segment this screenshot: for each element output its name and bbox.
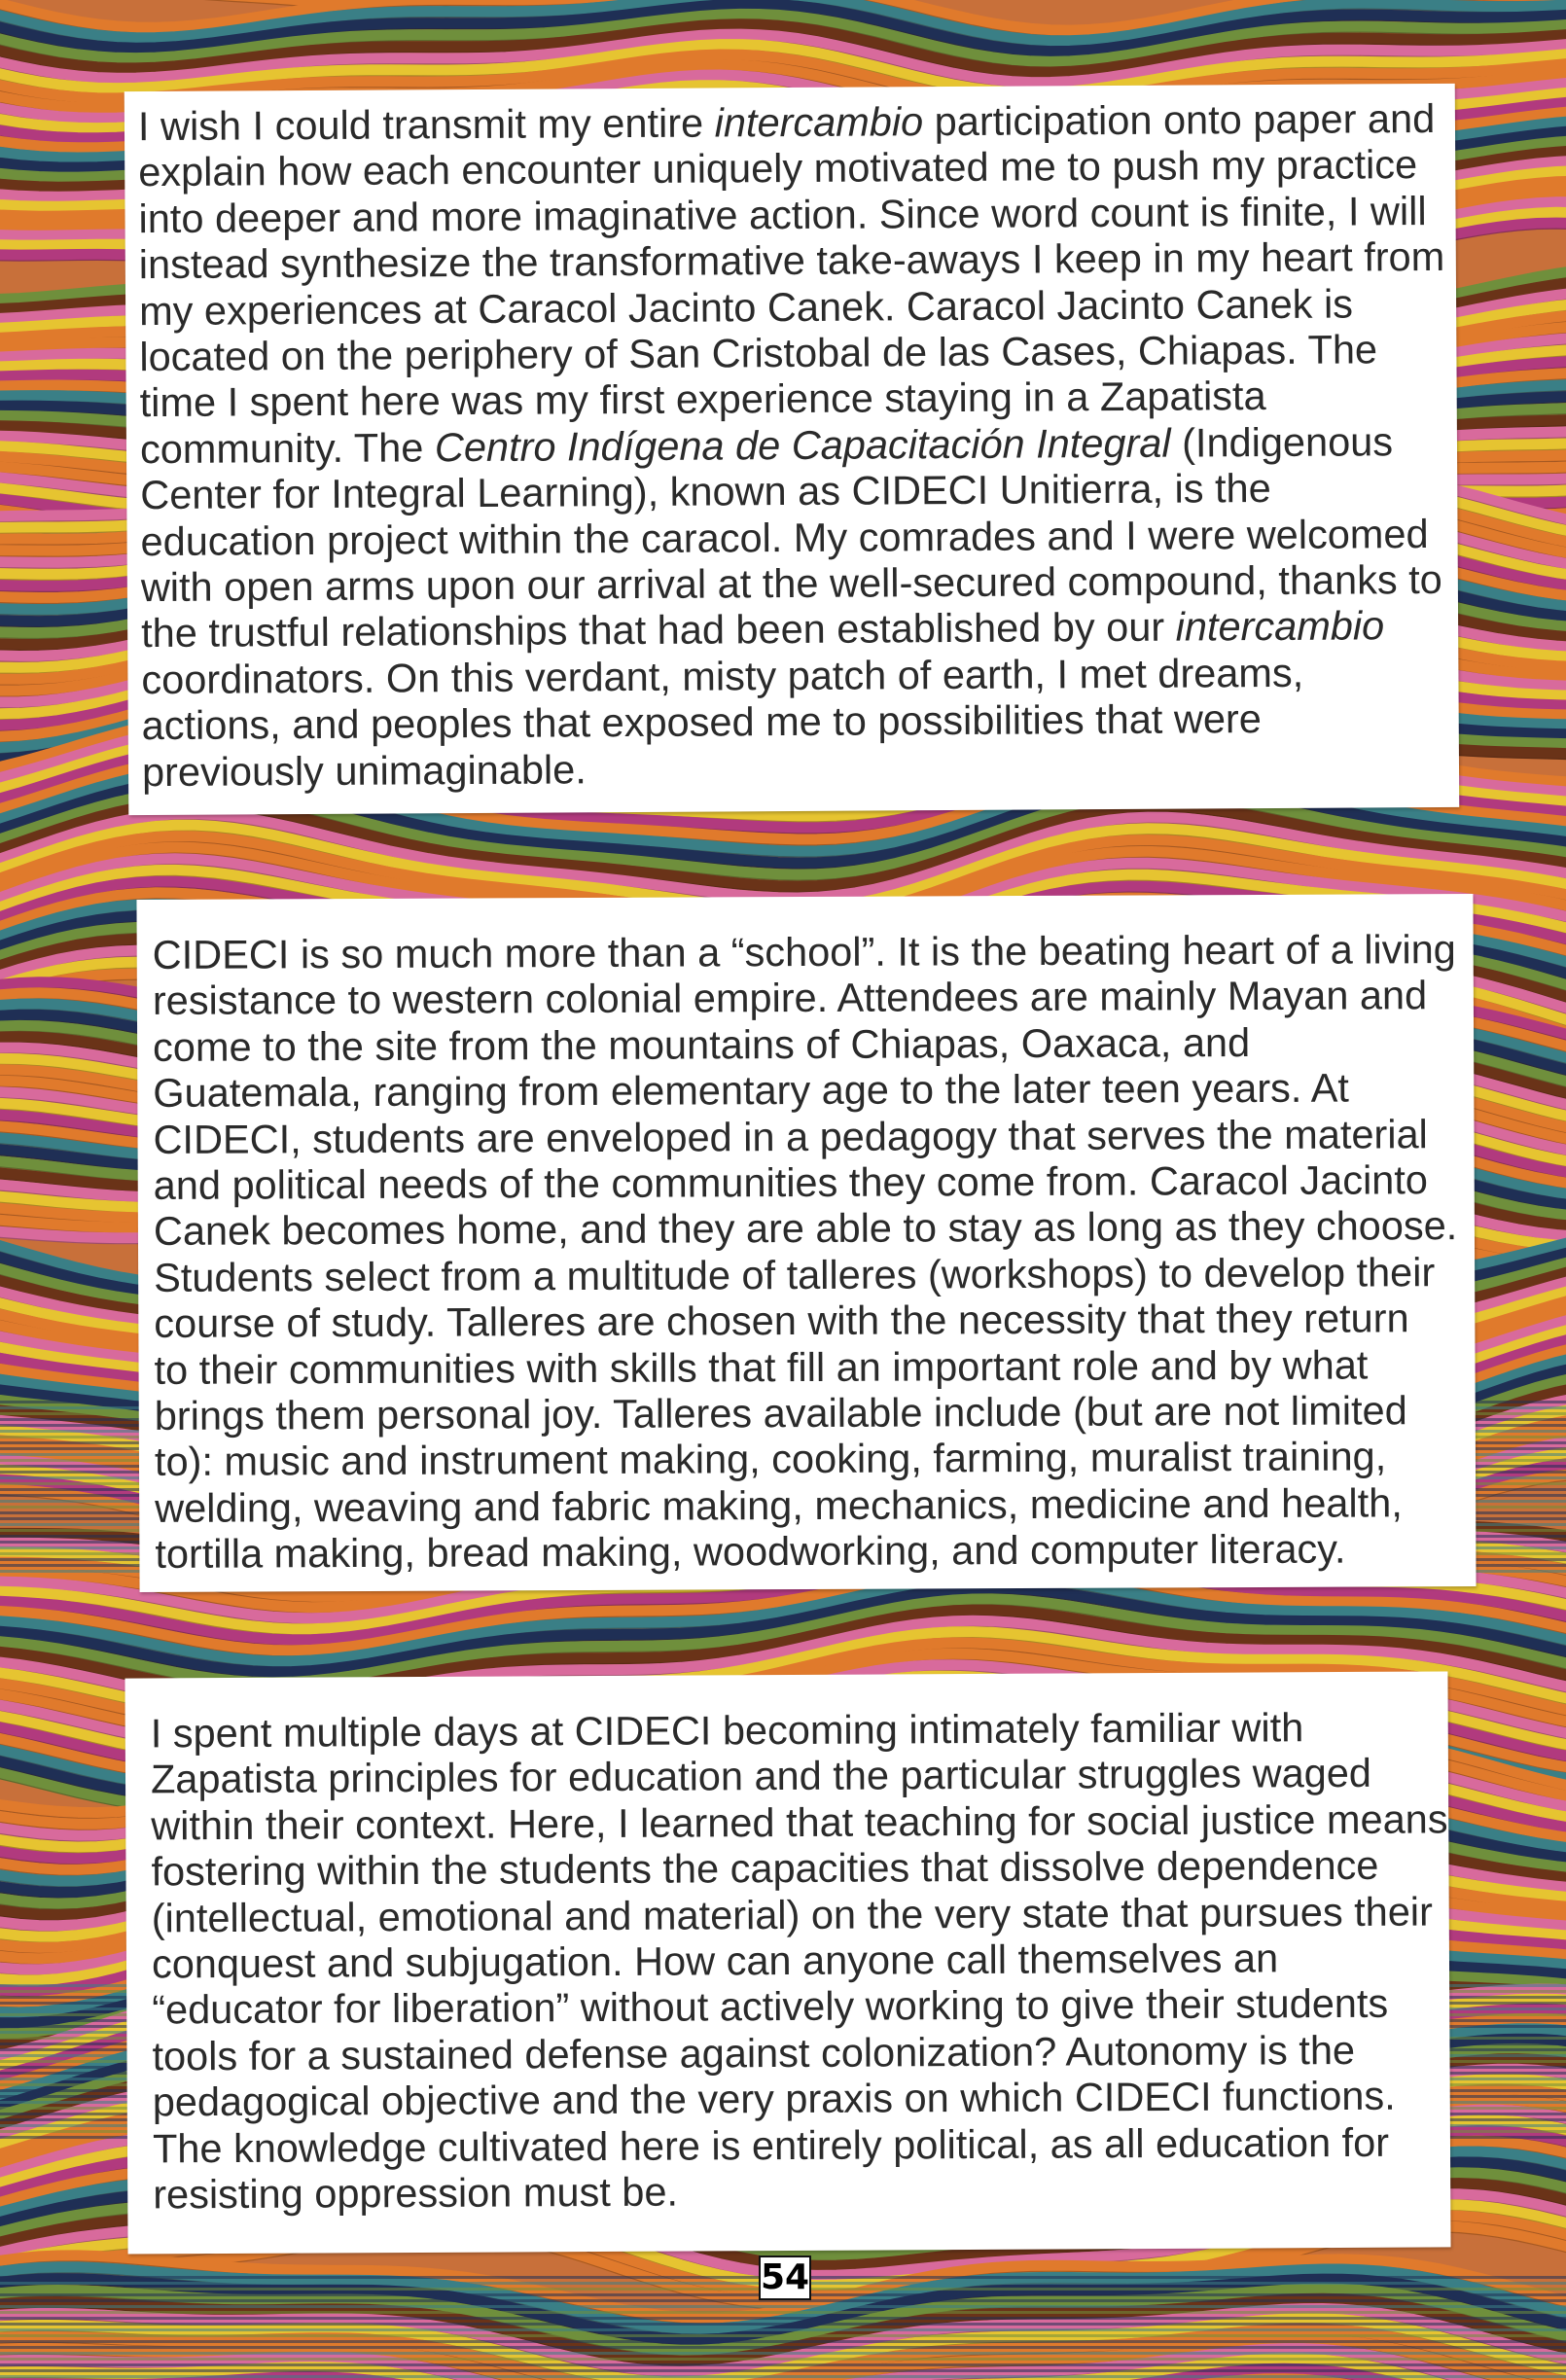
background-band-line [0,2334,1566,2337]
background-band-line [0,2369,1566,2372]
background-band-line [0,2375,1566,2378]
background-band-line [0,2305,1566,2308]
paragraph-cideci: CIDECI is so much more than a “school”. It is the beating heart of a living resistance to western colonial empire. Attendees are mainly Mayan and come to the site from the mountains of Chiapas, Oaxaca, and Guatemala, ranging from elementary age to the later teen years. At CIDECI, students are enveloped in a pedagogy that serves the material and political needs of the communities they come from. Caracol Jacinto Canek becomes home, and they are able to stay as long as they choose. Students select from a multitude of talleres (workshops) to develop their course of study. Talleres are chosen with the necessity that they return to their communities with skills that fill an important role and by what brings them personal joy. Talleres available include (but are not limited to): music and instrument making, cooking, farming, muralist training, welding, weaving and fabric making, mechanics, medicine and health, tortilla making, bread making, woodworking, and computer literacy. [152,926,1458,1578]
background-band-line [0,2311,1566,2314]
background-band-line [0,2352,1566,2355]
text-panel-autonomy [125,1671,1450,2254]
page-number: 54 [759,2256,811,2300]
text-panel-cideci [136,894,1476,1592]
background-band-line [0,2346,1566,2349]
background-band-line [0,2328,1566,2331]
paragraph-autonomy: I spent multiple days at CIDECI becoming intimately familiar with Zapatista principles for education and the particular struggles waged within their context. Here, I learned that teaching for social justice means fostering within the students the capacities that dissolve dependence (intellectual, emotional and material) on the very state that pursues their conquest and subjugation. How can anyone call themselves an “educator for liberation” without actively working to give their students tools for a sustained defense against colonization? Autonomy is the pedagogical objective and the very praxis on which CIDECI functions. The knowledge cultivated here is entirely political, as all education for resisting oppression must be. [150,1704,1448,2218]
background-band-line [0,2363,1566,2366]
paragraph-intro: I wish I could transmit my entire intercambio participation onto paper and explain how each encounter uniquely motivated me to push my practice into deeper and more imaginative action. Since word count is finite, I will instead synthesize the transformative take-aways I keep in my heart from my experiences at Caracol Jacinto Canek. Caracol Jacinto Canek is located on the periphery of San Cristobal de las Cases, Chiapas. The time I spent here was my first experience staying in a Zapatista community. The Centro Indígena de Capacitación Integral (Indigenous Center for Integral Learning), known as CIDECI Unitierra, is the education project within the caracol. My comrades and I were welcomed with open arms upon our arrival at the well-secured compound, thanks to the trustful relationships that had been established by our intercambio coordinators. On this verdant, misty patch of earth, I met dreams, actions, and peoples that exposed me to possibilities that were previously unimaginable. [137,94,1445,795]
background-band-line [0,2358,1566,2361]
background-band-line [0,2340,1566,2343]
background-band-line [0,2317,1566,2320]
text-panel-intro [125,84,1460,815]
background-band-line [0,2323,1566,2326]
